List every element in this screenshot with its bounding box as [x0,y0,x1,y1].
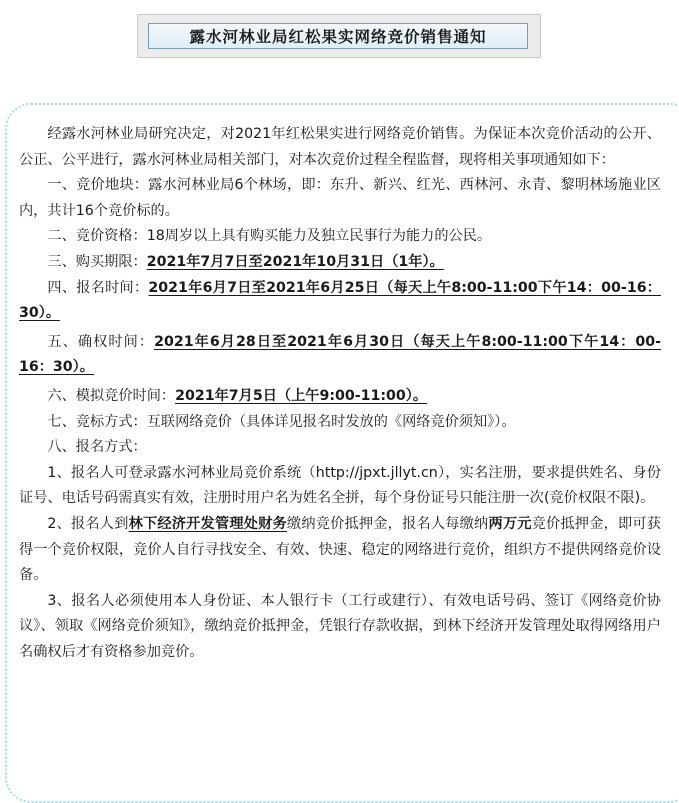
title-frame [137,14,541,58]
item-mock-bidding-time [19,384,661,410]
confirmation-time-label: 五、确权时间： [47,333,155,350]
deposit-text-3: 竞价抵押金，即可获得一个竞价权限，竞价人自行寻找安全、有效、快速、稳定的网络进行竞价，组织方不提供网络竞价设备。 [19,515,661,584]
mock-bidding-value: 2021年7月5日（上午9:00-11:00）。 [175,387,428,404]
intro-paragraph: 经露水河林业局研究决定，对2021年红松果实进行网络竞价销售。为保证本次竞价活动的公开、公正、公平进行，露水河林业局相关部门，对本次竞价过程全程监督，现将相关事项通知如下： [19,126,661,168]
item-registration-time [19,276,661,327]
item-purchase-period [19,250,661,276]
mock-bidding-label: 六、模拟竞价时间： [47,387,176,404]
sub-item-online-registration: 1、报名人可登录露水河林业局竞价系统（http://jpxt.jllyt.cn），实名注册，要求提供姓名、身份证号、电话号码需真实有效，注册时用户名为姓名全拼，每个身份证号只能注册一次(竞价权限不限)。 [19,464,661,507]
item-registration-method: 八、报名方式： [47,439,147,456]
purchase-period-value: 2021年7月7日至2021年10月31日（1年）。 [146,253,444,270]
item-bidding-method: 七、竞标方式：互联网络竞价（具体详见报名时发放的《网络竞价须知》）。 [47,413,516,430]
sub-item-required-documents: 3、报名人必须使用本人身份证、本人银行卡（工行或建行）、有效电话号码、签订《网络竞价协议》、领取《网络竞价须知》，缴纳竞价抵押金，凭银行存款收据，到林下经济开发管理处取得网络用户名确权后才有资格参加竞价。 [19,592,661,660]
item-bidding-plots: 一、竞价地块：露水河林业局6个林场，即：东升、新兴、红光、西林河、永青、黎明林场施业区内，共计16个竞价标的。 [19,177,661,219]
notice-title: 露水河林业局红松果实网络竞价销售通知 [148,23,528,49]
registration-time-value: 2021年6月7日至2021年6月25日（每天上午8:00-11:00下午14：00-16：30）。 [19,279,661,322]
registration-time-label: 四、报名时间： [47,279,149,296]
deposit-amount: 两万元 [488,515,532,532]
item-confirmation-time [19,330,661,381]
purchase-period-label: 三、购买期限： [47,253,147,270]
deposit-office: 林下经济开发管理处财务 [128,515,287,532]
notice-body [19,122,661,665]
confirmation-time-value: 2021年6月28日至2021年6月30日（每天上午8:00-11:00下午14：00-16：30）。 [19,333,661,376]
deposit-text-1: 2、报名人到 [47,515,129,532]
deposit-text-2: 缴纳竞价抵押金，报名人每缴纳 [286,515,489,532]
sub-item-deposit [19,512,661,589]
item-eligibility: 二、竞价资格：18周岁以上具有购买能力及独立民事行为能力的公民。 [47,228,492,245]
